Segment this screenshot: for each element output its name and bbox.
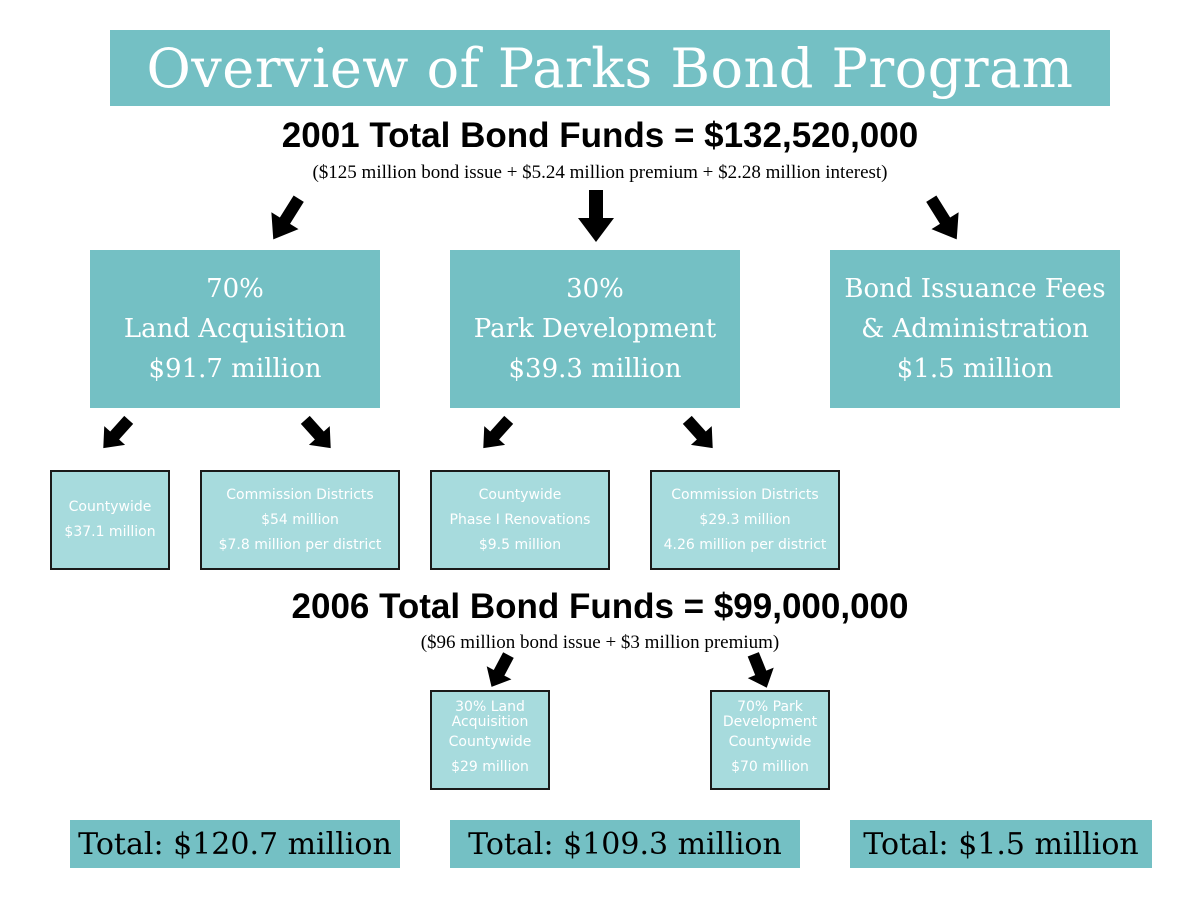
land-acquisition-box [90, 250, 380, 408]
page-title: Overview of Parks Bond Program [146, 36, 1074, 100]
land-acquisition-amount: $91.7 million [148, 354, 322, 384]
breakdown-2006-park [710, 690, 830, 790]
breakdown-amount: $29 million [451, 759, 529, 775]
arrow-down-icon [480, 652, 520, 690]
arrow-down-icon [476, 414, 516, 454]
total-park-development [450, 820, 800, 868]
bond-2001-heading: 2001 Total Bond Funds = $132,520,000 [281, 116, 919, 155]
park-development-label: Park Development [473, 314, 717, 344]
bond-fees-label-2: & Administration [861, 314, 1089, 344]
arrow-down-icon [740, 652, 780, 690]
land-acquisition-percent: 70% [206, 274, 264, 304]
breakdown-label-cont: Development [722, 714, 818, 730]
breakdown-sublabel: Phase I Renovations [449, 511, 591, 528]
park-development-percent: 30% [566, 274, 624, 304]
arrow-down-icon [96, 414, 136, 454]
breakdown-scope: Countywide [728, 734, 812, 750]
total-bond-fees [850, 820, 1152, 868]
bond-fees-box [830, 250, 1120, 408]
bond-2006-subheading: ($96 million bond issue + $3 million premium) [420, 632, 780, 653]
total-label: Total: $120.7 million [78, 826, 392, 862]
breakdown-label: Commission Districts [671, 486, 819, 503]
breakdown-label: 30% Land [455, 699, 525, 715]
park-development-amount: $39.3 million [508, 354, 682, 384]
breakdown-park-countywide [430, 470, 610, 570]
arrow-down-icon [680, 414, 720, 454]
breakdown-2006-land [430, 690, 550, 790]
arrow-down-icon [922, 194, 966, 244]
breakdown-label-cont: Acquisition [451, 714, 529, 730]
breakdown-label: Countywide [478, 486, 562, 503]
total-label: Total: $1.5 million [863, 826, 1139, 862]
bond-fees-label-1: Bond Issuance Fees [844, 274, 1106, 304]
arrow-down-icon [264, 194, 308, 244]
total-label: Total: $109.3 million [468, 826, 782, 862]
arrow-down-icon [578, 190, 614, 242]
title-banner [110, 30, 1110, 106]
breakdown-per-district: $7.8 million per district [218, 536, 382, 553]
breakdown-amount: $37.1 million [64, 524, 156, 540]
breakdown-label: 70% Park [737, 699, 803, 715]
breakdown-amount: $54 million [261, 511, 339, 528]
bond-2006-heading: 2006 Total Bond Funds = $99,000,000 [291, 587, 909, 626]
breakdown-label: Commission Districts [226, 486, 374, 503]
breakdown-label: Countywide [68, 499, 152, 515]
breakdown-amount: $70 million [731, 759, 809, 775]
breakdown-park-districts [650, 470, 840, 570]
total-land-acquisition [70, 820, 400, 868]
bond-fees-amount: $1.5 million [896, 354, 1054, 384]
park-development-box [450, 250, 740, 408]
breakdown-per-district: 4.26 million per district [663, 536, 827, 553]
breakdown-scope: Countywide [448, 734, 532, 750]
arrow-down-icon [298, 414, 338, 454]
breakdown-amount: $9.5 million [478, 536, 562, 553]
bond-2001-subheading: ($125 million bond issue + $5.24 million premium + $2.28 million interest) [312, 162, 888, 183]
breakdown-land-countywide [50, 470, 170, 570]
breakdown-land-districts [200, 470, 400, 570]
land-acquisition-label: Land Acquisition [123, 314, 347, 344]
breakdown-amount: $29.3 million [699, 511, 791, 528]
